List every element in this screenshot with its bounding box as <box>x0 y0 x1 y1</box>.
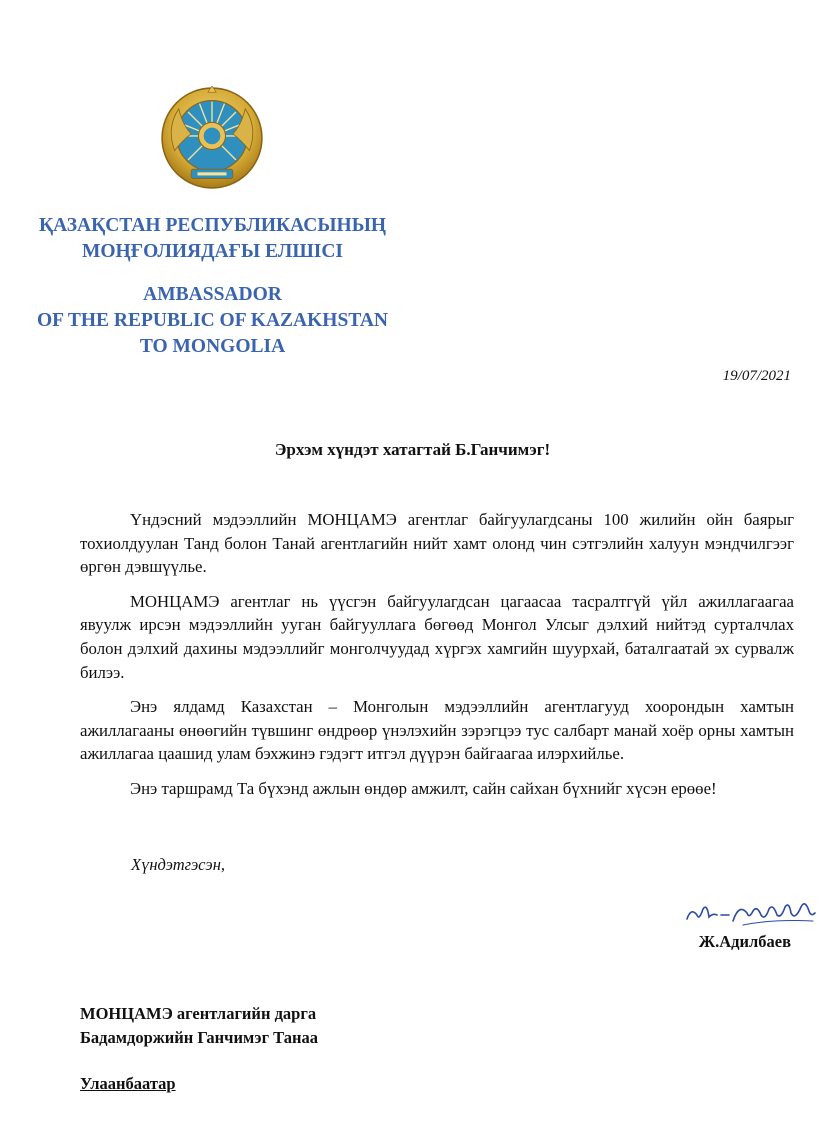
embassy-name-kazakh <box>30 213 395 265</box>
recipient-position: МОНЦАМЭ агентлагийн дарга <box>80 1004 317 1023</box>
body-paragraph: Энэ таршрамд Та бүхэнд ажлын өндөр амжилт, сайн сайхан бүхнийг хүсэн ерөөе! <box>130 778 717 798</box>
body-paragraph: МОНЦАМЭ агентлаг нь үүсгэн байгуулагдсан цагаасаа тасралтгүй үйл ажиллагаагаа явуулж ирсэн мэдээллийн ууган байгууллага бөгөөд Монгол Улсыг дэлхий нийтэд сурталчлах болон дэлхий дахины мэдээллийг монголчуудад хүргэх хамгийн шуурхай, баталгаатай эх сурвалж билээ. <box>80 591 794 682</box>
embassy-name-english <box>30 282 395 360</box>
body-paragraph: Энэ ялдамд Казахстан – Монголын мэдээллийн агентлагууд хоорондын хамтын ажиллагааны өнөөгийн түвшинг өндрөөр үнэлэхийн зэрэгцээ тус салбарт манай хоёр орны хамтын ажиллагаа цаашид улам бэхжинэ гэдэгт итгэл дүүрэн байгаагаа илэрхийлье. <box>80 697 794 764</box>
handwritten-signature-icon <box>683 895 819 931</box>
embassy-name-kazakh-line-1: ҚАЗАҚСТАН РЕСПУБЛИКАСЫНЫҢ <box>38 215 387 236</box>
recipient-city: Улаанбаатар <box>80 1074 176 1093</box>
kazakhstan-state-emblem-icon <box>160 86 264 190</box>
signer-name: Ж.Адилбаев <box>698 932 791 951</box>
recipient-block <box>80 1002 318 1050</box>
letter-date: 19/07/2021 <box>722 368 791 384</box>
salutation: Эрхэм хүндэт хатагтай Б.Ганчимэг! <box>274 440 551 459</box>
embassy-name-kazakh-line-2: МОҢҒОЛИЯДАҒЫ ЕЛШІСІ <box>81 241 343 262</box>
recipient-name: Бадамдоржийн Ганчимэг Танаа <box>80 1028 319 1047</box>
letter-body <box>80 508 794 812</box>
embassy-name-english-line-2: OF THE REPUBLIC OF KAZAKHSTAN <box>36 310 389 331</box>
embassy-name-english-line-3: TO MONGOLIA <box>139 336 286 357</box>
body-paragraph: Үндэсний мэдээллийн МОНЦАМЭ агентлаг байгуулагдсаны 100 жилийн ойн баярыг тохиолдуулан Танд болон Танай агентлагийн нийт хамт олонд чин сэтгэлийн халуун мэндчилгээг өргөн дэвшүүлье. <box>80 510 794 577</box>
embassy-name-english-line-1: AMBASSADOR <box>143 284 282 305</box>
closing-phrase: Хүндэтгэсэн, <box>131 855 226 874</box>
